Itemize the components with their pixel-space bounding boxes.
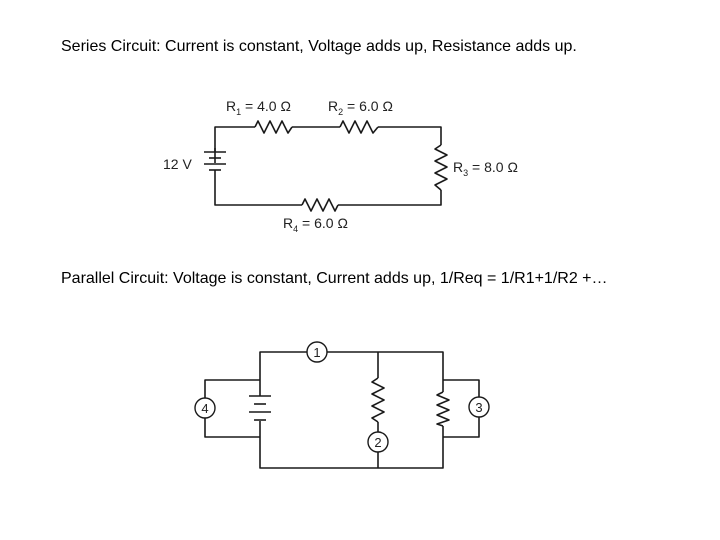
series-right-wire-bottom [338,190,441,205]
parallel-circuit [195,342,489,468]
node-1-label: 1 [313,345,321,360]
node-4-label: 4 [201,401,209,416]
resistor-r2-label: $R_2 = 6.0$ Ω [328,98,393,117]
parallel-top-rail-right [327,352,443,392]
resistor-r3-symbol [435,145,447,190]
resistor-r4-symbol [302,199,338,211]
series-circuit [163,98,518,234]
resistor-r3-label: $R_3 = 8.0$ Ω [453,159,518,178]
node-4 [195,398,215,418]
parallel-battery-symbol [249,396,271,420]
node-2 [368,432,388,452]
resistor-r4-label: $R_4 = 6.0$ Ω [283,215,348,234]
series-circuit-heading: Series Circuit: Current is constant, Voltage adds up, Resistance adds up. [61,38,577,55]
node-1 [307,342,327,362]
parallel-circuit-heading: Parallel Circuit: Voltage is constant, Current adds up, 1/Req = 1/R1+1/R2 +… [61,270,608,287]
resistor-r2-symbol [340,121,378,133]
series-bottom-wire-left [215,174,302,205]
parallel-top-rail-left [260,352,307,396]
resistor-r1-symbol [255,121,292,133]
parallel-middle-resistor-symbol [372,378,384,422]
parallel-bottom-rail [260,421,443,468]
node-2-label: 2 [374,435,382,450]
series-top-wire-right [378,127,441,145]
parallel-right-resistor-symbol [437,392,449,426]
battery-voltage-label: 12 V [163,156,192,172]
node-3-label: 3 [475,400,483,415]
resistor-r1-label: $R_1 = 4.0$ Ω [226,98,291,117]
node-3 [469,397,489,417]
